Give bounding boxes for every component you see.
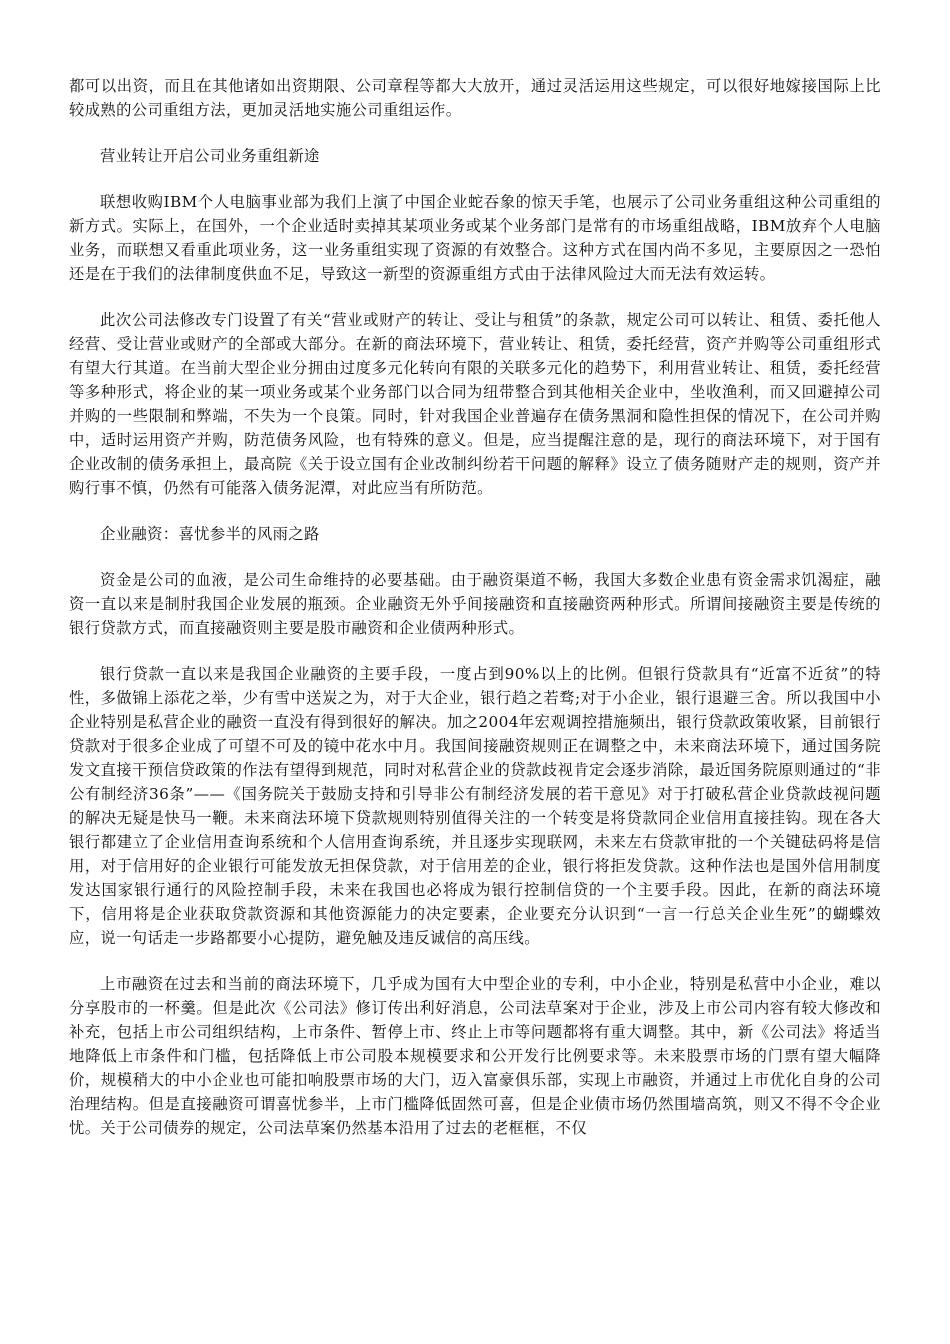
paragraph-bank-loans: 银行贷款一直以来是我国企业融资的主要手段，一度占到90%以上的比例。但银行贷款具有“近富不近贫”的特性，多做锦上添花之举，少有雪中送炭之为，对于大企业，银行趋之若骛;对于小企业，银行退避三舍。所以我国中小企业特别是私营企业的融资一直没有得到很好的解决。加之2004年宏观调控措施频出，银行贷款政策收紧，目前银行贷款对于很多企业成了可望不可及的镜中花水中月。我国间接融资规则正在调整之中，未来商法环境下，通过国务院发文直接干预信贷政策的作法有望得到规范，同时对私营企业的贷款歧视肯定会逐步消除，最近国务院原则通过的“非公有制经济36条”——《国务院关于鼓励支持和引导非公有制经济发展的若干意见》对于打破私营企业贷款歧视问题的解决无疑是快马一鞭。未来商法环境下贷款规则特别值得关注的一个转变是将贷款同企业信用直接挂钩。现在各大银行都建立了企业信用查询系统和个人信用查询系统，并且逐步实现联网，未来左右贷款审批的一个关键砝码将是信用，对于信用好的企业银行可能发放无担保贷款，对于信用差的企业，银行将拒发贷款。这种作法也是国外信用制度发达国家银行通行的风险控制手段，未来在我国也必将成为银行控制信贷的一个主要手段。因此，在新的商法环境下，信用将是企业获取贷款资源和其他资源能力的决定要素，企业要充分认识到“一言一行总关企业生死”的蝴蝶效应，说一句话走一步路都要小心提防，避免触及违反诚信的高压线。 xyxy=(69,665,881,947)
paragraph-company-law-revision: 此次公司法修改专门设置了有关“营业或财产的转让、受让与租赁”的条款，规定公司可以转让、租赁、委托他人经营、受让营业或财产的全部或大部分。在新的商法环境下，营业转让、租赁，委托经营，资产并购等公司重组形式有望大行其道。在当前大型企业分拥由过度多元化转向有限的关联多元化的趋势下，利用营业转让、租赁，委托经营等多种形式，将企业的某一项业务或某个业务部门以合同为纽带整合到其他相关企业中，坐收渔利，而又回避掉公司并购的一些限制和弊端，不失为一个良策。同时，针对我国企业普遍存在债务黑洞和隐性担保的情况下，在公司并购中，适时运用资产并购，防范债务风险，也有特殊的意义。但是，应当提醒注意的是，现行的商法环境下，对于国有企业改制的债务承担上，最高院《关于设立国有企业改制纠纷若干问题的解释》设立了债务随财产走的规则，资产并购行事不慎，仍然有可能落入债务泥潭，对此应当有所防范。 xyxy=(69,311,881,497)
section-heading-business-transfer: 营业转让开启公司业务重组新途 xyxy=(100,147,320,165)
paragraph-continuation: 都可以出资，而且在其他诸如出资期限、公司章程等都大大放开，通过灵活运用这些规定，可以很好地嫁接国际上比较成熟的公司重组方法，更加灵活地实施公司重组运作。 xyxy=(69,77,881,119)
paragraph-capital-blood: 资金是公司的血液，是公司生命维持的必要基础。由于融资渠道不畅，我国大多数企业患有资金需求饥渴症，融资一直以来是制肘我国企业发展的瓶颈。企业融资无外乎间接融资和直接融资两种形式。所谓间接融资主要是传统的银行贷款方式，而直接融资则主要是股市融资和企业债两种形式。 xyxy=(69,571,881,637)
paragraph-lenovo-ibm: 联想收购IBM个人电脑事业部为我们上演了中国企业蛇吞象的惊天手笔，也展示了公司业务重组这种公司重组的新方式。实际上，在国外，一个企业适时卖掉其某项业务或某个业务部门是常有的市场重组战略，IBM放弃个人电脑业务，而联想又看重此项业务，这一业务重组实现了资源的有效整合。这种方式在国内尚不多见，主要原因之一恐怕还是在于我们的法律制度供血不足，导致这一新型的资源重组方式由于法律风险过大而无法有效运转。 xyxy=(69,193,881,283)
paragraph-listing-financing: 上市融资在过去和当前的商法环境下，几乎成为国有大中型企业的专利，中小企业，特别是私营中小企业，难以分享股市的一杯羹。但是此次《公司法》修订传出利好消息，公司法草案对于企业，涉及上市公司内容有较大修改和补充，包括上市公司组织结构，上市条件、暂停上市、终止上市等问题都将有重大调整。其中，新《公司法》将适当地降低上市条件和门槛，包括降低上市公司股本规模要求和公开发行比例要求等。未来股票市场的门票有望大幅降价，规模稍大的中小企业也可能扣响股票市场的大门，迈入富豪俱乐部，实现上市融资，并通过上市优化自身的公司治理结构。但是直接融资可谓喜忧参半，上市门槛降低固然可喜，但是企业债市场仍然围墙高筑，则又不得不令企业忧。关于公司债券的规定，公司法草案仍然基本沿用了过去的老框框，不仅 xyxy=(69,975,881,1137)
document-page xyxy=(69,74,881,1162)
section-heading-financing: 企业融资：喜忧参半的风雨之路 xyxy=(100,525,320,543)
